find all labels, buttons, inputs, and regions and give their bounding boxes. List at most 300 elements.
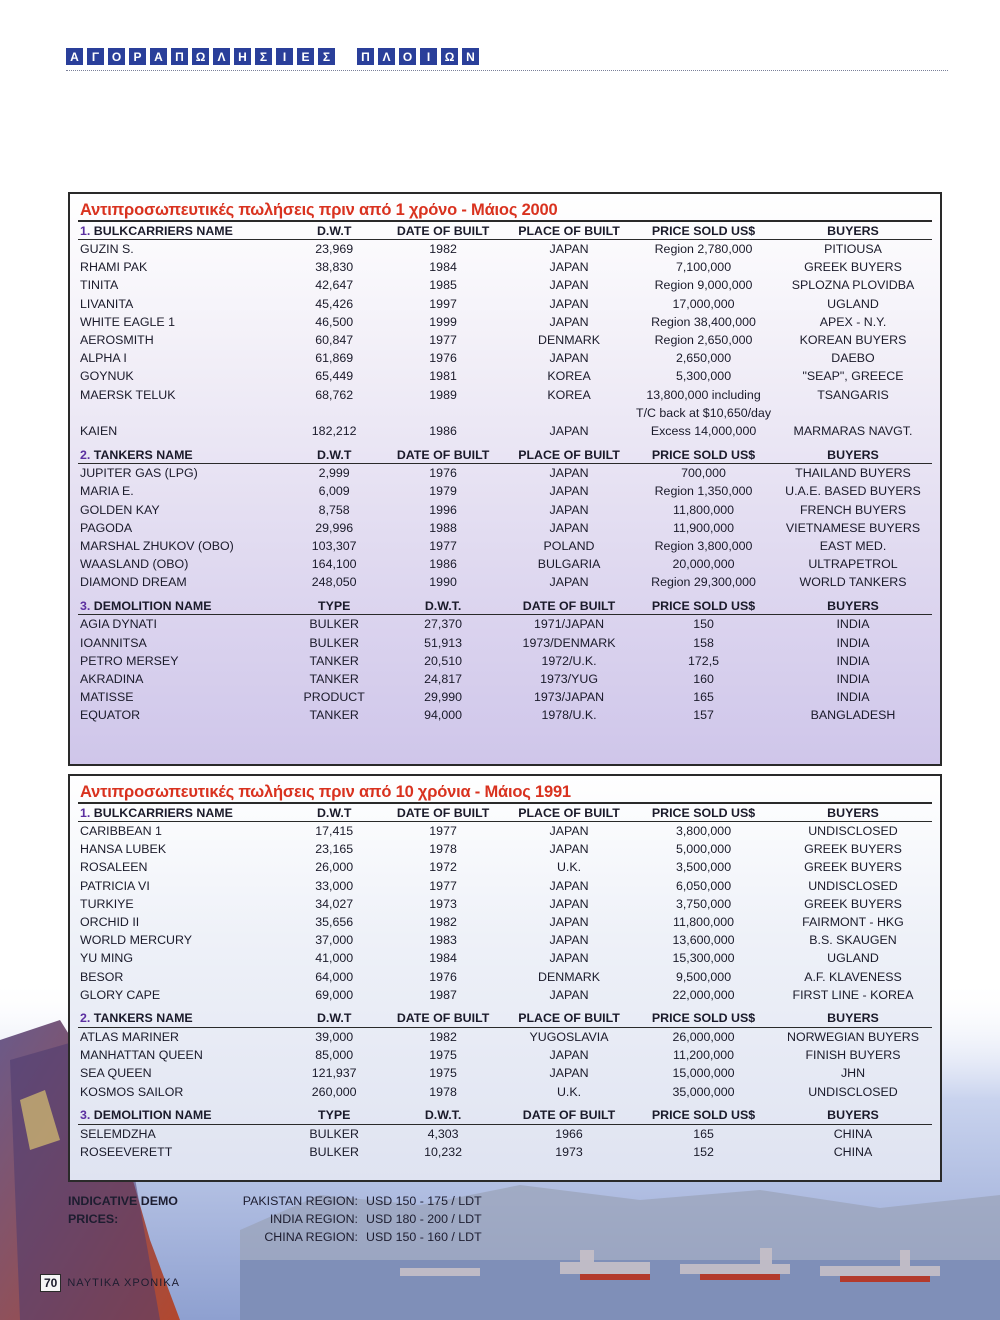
- table-cell: GLORY CAPE: [80, 987, 161, 1002]
- column-header: D.W.T: [287, 1004, 381, 1028]
- table-cell: 158: [693, 635, 714, 650]
- table-cell: IOANNITSA: [80, 635, 147, 650]
- page-number: 70: [40, 1274, 61, 1292]
- table-cell: 15,000,000: [672, 1066, 735, 1081]
- column-header: BUYERS: [774, 804, 932, 822]
- table-cell: 1996: [429, 502, 457, 517]
- section-title: BULKCARRIERS NAME: [93, 805, 233, 820]
- table-row: [78, 877, 932, 895]
- table-cell: MATISSE: [80, 690, 134, 705]
- column-header: D.W.T: [287, 222, 381, 240]
- table-cell: JAPAN: [549, 1048, 589, 1063]
- table-cell: UNDISCLOSED: [808, 1084, 898, 1099]
- table-cell: 164,100: [311, 557, 357, 572]
- table-cell: 1977: [429, 824, 457, 839]
- table-cell: JAPAN: [549, 314, 589, 329]
- table-cell: 7,100,000: [675, 260, 732, 275]
- table-cell: PETRO MERSEY: [80, 653, 179, 668]
- table-cell: 1983: [429, 933, 457, 948]
- column-header: D.W.T.: [381, 1101, 505, 1125]
- table-cell: 29,990: [424, 690, 463, 705]
- table-cell: 5,000,000: [675, 842, 732, 857]
- table-cell: JAPAN: [549, 466, 589, 481]
- table-cell: CHINA: [833, 1126, 873, 1141]
- table-row: [78, 1082, 932, 1100]
- table-cell: WHITE EAGLE 1: [80, 314, 176, 329]
- table-cell: 182,212: [311, 423, 357, 438]
- demo-region: INDIA REGION:: [269, 1212, 358, 1226]
- header-letter: Ε: [297, 48, 314, 65]
- demo-row: [68, 1228, 566, 1246]
- table-cell: 29,996: [315, 520, 354, 535]
- indicative-demo-prices: [68, 1192, 566, 1246]
- table-cell: INDIA: [836, 617, 870, 632]
- table-cell: SEA QUEEN: [80, 1066, 152, 1081]
- magazine-name: ΝΑΥΤΙΚΑ ΧΡΟΝΙΚΑ: [67, 1277, 180, 1289]
- table-cell: 1984: [429, 951, 457, 966]
- table-cell: 13,800,000 including: [646, 387, 761, 402]
- column-header: PLACE OF BUILT: [505, 222, 633, 240]
- table-row: [78, 706, 932, 724]
- table-cell: 1982: [429, 1029, 457, 1044]
- table-cell: DENMARK: [538, 969, 601, 984]
- table-cell: DAEBO: [831, 351, 875, 366]
- table-cell: NORWEGIAN BUYERS: [787, 1029, 919, 1044]
- table-cell: SPLOZNA PLOVIDBA: [791, 278, 915, 293]
- table-cell: 1975: [429, 1066, 457, 1081]
- section-header-row: [78, 1101, 932, 1125]
- column-header: [78, 591, 287, 615]
- table-cell: INDIA: [836, 672, 870, 687]
- table-cell: Region 29,300,000: [651, 575, 756, 590]
- header-letter: Λ: [378, 48, 395, 65]
- table-cell: PRODUCT: [303, 690, 365, 705]
- table-cell: 64,000: [315, 969, 354, 984]
- column-header: BUYERS: [774, 1004, 932, 1028]
- table-cell: JAPAN: [549, 951, 589, 966]
- table-cell: 69,000: [315, 987, 354, 1002]
- table-cell: 1978: [429, 842, 457, 857]
- sales-panel-2000: [68, 192, 942, 766]
- table-cell: 85,000: [315, 1048, 354, 1063]
- demo-value: USD 150 - 160 / LDT: [366, 1230, 482, 1244]
- table-cell: 11,800,000: [672, 915, 735, 930]
- table-cell: Region 2,650,000: [654, 333, 753, 348]
- table-cell: 157: [693, 708, 714, 723]
- table-cell: 39,000: [315, 1029, 354, 1044]
- table-cell: JAPAN: [549, 915, 589, 930]
- table-row: [78, 840, 932, 858]
- table-cell: 34,027: [315, 896, 354, 911]
- demo-row: [68, 1210, 566, 1228]
- table-row: [78, 404, 932, 422]
- table-row: [78, 913, 932, 931]
- table-cell: WORLD TANKERS: [799, 575, 907, 590]
- table-cell: 1973: [555, 1144, 583, 1159]
- table-cell: 2,999: [318, 466, 350, 481]
- table-cell: KOREA: [547, 387, 591, 402]
- column-header: [78, 1004, 287, 1028]
- table-cell: JAPAN: [549, 987, 589, 1002]
- table-row: [78, 1064, 932, 1082]
- table-row: [78, 349, 932, 367]
- table-cell: BULKER: [309, 1144, 359, 1159]
- table-cell: "SEAP", GREECE: [802, 369, 904, 384]
- table-row: [78, 295, 932, 313]
- table-cell: 8,758: [318, 502, 350, 517]
- table-row: [78, 634, 932, 652]
- table-cell: MAERSK TELUK: [80, 387, 176, 402]
- column-header: BUYERS: [774, 591, 932, 615]
- table-cell: A.F. KLAVENESS: [804, 969, 902, 984]
- table-cell: 152: [693, 1144, 714, 1159]
- table-cell: POLAND: [543, 538, 595, 553]
- table-cell: BANGLADESH: [810, 708, 896, 723]
- table-cell: PATRICIA VI: [80, 878, 150, 893]
- table-cell: RHAMI PAK: [80, 260, 148, 275]
- table-row: [78, 986, 932, 1004]
- table-cell: 24,817: [424, 672, 463, 687]
- table-cell: 15,300,000: [672, 951, 735, 966]
- table-cell: JAPAN: [549, 242, 589, 257]
- column-header: PLACE OF BUILT: [505, 1004, 633, 1028]
- table-cell: TURKIYE: [80, 896, 134, 911]
- section-number: 2.: [80, 1011, 91, 1026]
- column-header: TYPE: [287, 1101, 381, 1125]
- table-cell: 33,000: [315, 878, 354, 893]
- table-cell: 42,647: [315, 278, 354, 293]
- table-cell: 45,426: [315, 296, 354, 311]
- table-cell: 1977: [429, 878, 457, 893]
- table-cell: KOSMOS SAILOR: [80, 1084, 184, 1099]
- table-cell: 35,656: [315, 915, 354, 930]
- table-cell: T/C back at $10,650/day: [636, 405, 772, 420]
- column-header: DATE OF BUILT: [381, 1004, 505, 1028]
- table-cell: 260,000: [311, 1084, 357, 1099]
- table-cell: MARMARAS NAVGT.: [793, 423, 913, 438]
- table-cell: FIRST LINE - KOREA: [792, 987, 914, 1002]
- sales-table-1991: [78, 804, 932, 1161]
- table-cell: 165: [693, 1126, 714, 1141]
- table-cell: BULKER: [309, 635, 359, 650]
- table-cell: EAST MED.: [819, 538, 887, 553]
- section-number: 1.: [80, 223, 91, 238]
- table-cell: 17,415: [315, 824, 354, 839]
- table-row: [78, 1027, 932, 1046]
- section-number: 3.: [80, 1108, 91, 1123]
- table-cell: 1972: [429, 860, 457, 875]
- table-cell: [505, 404, 633, 422]
- table-cell: JAPAN: [549, 878, 589, 893]
- table-cell: JAPAN: [549, 842, 589, 857]
- table-cell: YUGOSLAVIA: [529, 1029, 609, 1044]
- table-cell: GOLDEN KAY: [80, 502, 160, 517]
- table-cell: 1977: [429, 333, 457, 348]
- table-cell: DIAMOND DREAM: [80, 575, 187, 590]
- table-cell: GOYNUK: [80, 369, 134, 384]
- table-row: [78, 464, 932, 483]
- table-cell: 1979: [429, 484, 457, 499]
- column-header: PRICE SOLD US$: [633, 591, 774, 615]
- table-row: [78, 240, 932, 259]
- header-letter: Α: [66, 48, 83, 65]
- column-header: [78, 222, 287, 240]
- table-cell: 3,500,000: [675, 860, 732, 875]
- table-cell: 13,600,000: [672, 933, 735, 948]
- table-cell: GUZIN S.: [80, 242, 134, 257]
- table-cell: 1976: [429, 969, 457, 984]
- table-cell: 1999: [429, 314, 457, 329]
- table-cell: 68,762: [315, 387, 354, 402]
- table-cell: INDIA: [836, 690, 870, 705]
- table-cell: 94,000: [424, 708, 463, 723]
- table-row: [78, 500, 932, 518]
- table-cell: WORLD MERCURY: [80, 933, 192, 948]
- table-row: [78, 482, 932, 500]
- table-cell: JAPAN: [549, 423, 589, 438]
- header-letter: Ρ: [129, 48, 146, 65]
- column-header: D.W.T: [287, 804, 381, 822]
- table-cell: VIETNAMESE BUYERS: [785, 520, 921, 535]
- table-cell: 9,500,000: [675, 969, 732, 984]
- column-header: PRICE SOLD US$: [633, 1004, 774, 1028]
- table-row: [78, 968, 932, 986]
- table-cell: JAPAN: [549, 575, 589, 590]
- table-cell: 1981: [429, 369, 457, 384]
- table-cell: B.S. SKAUGEN: [809, 933, 897, 948]
- table-row: [78, 688, 932, 706]
- table-cell: GREEK BUYERS: [804, 260, 902, 275]
- section-header: [66, 48, 479, 65]
- table-cell: 35,000,000: [672, 1084, 735, 1099]
- header-letter: Λ: [213, 48, 230, 65]
- table-row: [78, 555, 932, 573]
- table-cell: Region 3,800,000: [654, 538, 753, 553]
- table-cell: THAILAND BUYERS: [795, 466, 911, 481]
- table-cell: 1973/DENMARK: [522, 635, 616, 650]
- table-cell: 1972/U.K.: [541, 653, 597, 668]
- header-letter: Η: [234, 48, 251, 65]
- table-cell: 121,937: [311, 1066, 357, 1081]
- table-row: [78, 367, 932, 385]
- table-cell: JAPAN: [549, 278, 589, 293]
- table-cell: 27,370: [424, 617, 463, 632]
- table-row: [78, 1046, 932, 1064]
- table-cell: 38,830: [315, 260, 354, 275]
- table-cell: 1976: [429, 466, 457, 481]
- table-cell: 22,000,000: [672, 987, 735, 1002]
- table-cell: INDIA: [836, 635, 870, 650]
- table-cell: ATLAS MARINER: [80, 1029, 179, 1044]
- header-letter: Σ: [255, 48, 272, 65]
- table-cell: 65,449: [315, 369, 354, 384]
- table-cell: 1973/JAPAN: [534, 690, 605, 705]
- table-cell: 1986: [429, 423, 457, 438]
- section-header-row: [78, 222, 932, 240]
- table-cell: JAPAN: [549, 502, 589, 517]
- demo-value: USD 180 - 200 / LDT: [366, 1212, 482, 1226]
- header-letter: Ν: [462, 48, 479, 65]
- table-cell: 1977: [429, 538, 457, 553]
- table-cell: SELEMDZHA: [80, 1126, 156, 1141]
- column-header: DATE OF BUILT: [381, 222, 505, 240]
- panel-title: Αντιπροσωπευτικές πωλήσεις πριν από 10 χρόνια - Μάιος 1991: [78, 782, 932, 804]
- header-letter: Α: [150, 48, 167, 65]
- table-row: [78, 858, 932, 876]
- table-row: [78, 519, 932, 537]
- table-cell: JAPAN: [549, 296, 589, 311]
- table-cell: 248,050: [311, 575, 357, 590]
- table-cell: CARIBBEAN 1: [80, 824, 162, 839]
- table-cell: BULKER: [309, 1126, 359, 1141]
- table-cell: 61,869: [315, 351, 354, 366]
- table-cell: 1975: [429, 1048, 457, 1063]
- table-cell: 11,900,000: [672, 520, 735, 535]
- table-cell: 1971/JAPAN: [534, 617, 605, 632]
- column-header: DATE OF BUILT: [381, 440, 505, 464]
- column-header: DATE OF BUILT: [505, 1101, 633, 1125]
- header-letter: Ο: [399, 48, 416, 65]
- table-cell: ROSALEEN: [80, 860, 148, 875]
- header-letter: Ο: [108, 48, 125, 65]
- sales-table-2000: [78, 222, 932, 725]
- table-row: [78, 1143, 932, 1161]
- table-cell: 103,307: [311, 538, 357, 553]
- table-cell: PAGODA: [80, 520, 133, 535]
- table-cell: 1988: [429, 520, 457, 535]
- table-cell: 46,500: [315, 314, 354, 329]
- table-cell: PITIOUSA: [824, 242, 882, 257]
- table-cell: JAPAN: [549, 351, 589, 366]
- table-cell: FRENCH BUYERS: [799, 502, 906, 517]
- table-cell: BESOR: [80, 969, 124, 984]
- table-row: [78, 573, 932, 591]
- table-cell: INDIA: [836, 653, 870, 668]
- table-cell: 1973/YUG: [540, 672, 598, 687]
- table-row: [78, 822, 932, 841]
- demo-region: CHINA REGION:: [264, 1230, 358, 1244]
- table-cell: EQUATOR: [80, 708, 141, 723]
- table-cell: LIVANITA: [80, 296, 134, 311]
- header-letter: Π: [171, 48, 188, 65]
- column-header: PRICE SOLD US$: [633, 222, 774, 240]
- table-cell: TANKER: [309, 672, 359, 687]
- table-cell: ULTRAPETROL: [808, 557, 898, 572]
- table-cell: 10,232: [424, 1144, 463, 1159]
- table-cell: 11,200,000: [672, 1048, 735, 1063]
- table-cell: JAPAN: [549, 896, 589, 911]
- section-number: 1.: [80, 805, 91, 820]
- table-cell: U.K.: [556, 1084, 582, 1099]
- table-cell: 41,000: [315, 951, 354, 966]
- table-cell: 23,969: [315, 242, 354, 257]
- table-cell: 1990: [429, 575, 457, 590]
- table-cell: 160: [693, 672, 714, 687]
- table-cell: 3,750,000: [675, 896, 732, 911]
- column-header: D.W.T.: [381, 591, 505, 615]
- table-cell: UNDISCLOSED: [808, 878, 898, 893]
- section-number: 3.: [80, 598, 91, 613]
- table-cell: JHN: [840, 1066, 866, 1081]
- table-row: [78, 386, 932, 404]
- header-letter: Ι: [276, 48, 293, 65]
- table-cell: AEROSMITH: [80, 333, 154, 348]
- table-cell: JAPAN: [549, 1066, 589, 1081]
- table-cell: 60,847: [315, 333, 354, 348]
- table-cell: 5,300,000: [675, 369, 732, 384]
- sales-panel-1991: [68, 774, 942, 1182]
- section-header-row: [78, 591, 932, 615]
- panel-title: Αντιπροσωπευτικές πωλήσεις πριν από 1 χρόνο - Μάιος 2000: [78, 200, 932, 222]
- table-cell: BULGARIA: [537, 557, 601, 572]
- header-letter: Γ: [87, 48, 104, 65]
- table-cell: Region 2,780,000: [654, 242, 753, 257]
- table-cell: 51,913: [424, 635, 463, 650]
- table-cell: 20,000,000: [672, 557, 735, 572]
- table-cell: WAASLAND (OBO): [80, 557, 189, 572]
- table-cell: TSANGARIS: [817, 387, 889, 402]
- table-cell: 1997: [429, 296, 457, 311]
- table-cell: JAPAN: [549, 824, 589, 839]
- header-gap: [339, 48, 353, 65]
- table-cell: ORCHID II: [80, 915, 140, 930]
- header-divider: [66, 70, 948, 71]
- table-row: [78, 331, 932, 349]
- table-cell: GREEK BUYERS: [804, 842, 902, 857]
- table-cell: 2,650,000: [675, 351, 732, 366]
- table-row: [78, 615, 932, 634]
- table-cell: MARIA E.: [80, 484, 134, 499]
- column-header: PRICE SOLD US$: [633, 1101, 774, 1125]
- table-cell: YU MING: [80, 951, 134, 966]
- table-cell: DENMARK: [538, 333, 601, 348]
- section-title: TANKERS NAME: [93, 1011, 193, 1026]
- table-cell: 165: [693, 690, 714, 705]
- header-letter: Σ: [318, 48, 335, 65]
- table-cell: JUPITER GAS (LPG): [80, 466, 198, 481]
- section-header-row: [78, 804, 932, 822]
- column-header: D.W.T: [287, 440, 381, 464]
- table-cell: 1984: [429, 260, 457, 275]
- table-cell: ROSEEVERETT: [80, 1144, 173, 1159]
- table-cell: GREEK BUYERS: [804, 896, 902, 911]
- demo-label: INDICATIVE DEMO PRICES:: [68, 1194, 178, 1226]
- table-cell: U.K.: [556, 860, 582, 875]
- table-cell: 1982: [429, 242, 457, 257]
- header-letter: Ι: [420, 48, 437, 65]
- table-cell: [774, 404, 932, 422]
- column-header: [78, 804, 287, 822]
- section-title: TANKERS NAME: [93, 447, 193, 462]
- table-cell: KOREAN BUYERS: [799, 333, 907, 348]
- table-cell: MARSHAL ZHUKOV (OBO): [80, 538, 234, 553]
- table-row: [78, 313, 932, 331]
- table-cell: [381, 404, 505, 422]
- table-cell: KAIEN: [80, 423, 118, 438]
- table-cell: 37,000: [315, 933, 354, 948]
- table-cell: AGIA DYNATI: [80, 617, 157, 632]
- page-footer: [40, 1274, 180, 1292]
- table-cell: U.A.E. BASED BUYERS: [785, 484, 921, 499]
- table-cell: 6,009: [318, 484, 350, 499]
- table-cell: 172,5: [688, 653, 720, 668]
- column-header: DATE OF BUILT: [505, 591, 633, 615]
- table-cell: UNDISCLOSED: [808, 824, 898, 839]
- table-cell: [287, 404, 381, 422]
- table-cell: JAPAN: [549, 933, 589, 948]
- column-header: DATE OF BUILT: [381, 804, 505, 822]
- table-cell: KOREA: [547, 369, 591, 384]
